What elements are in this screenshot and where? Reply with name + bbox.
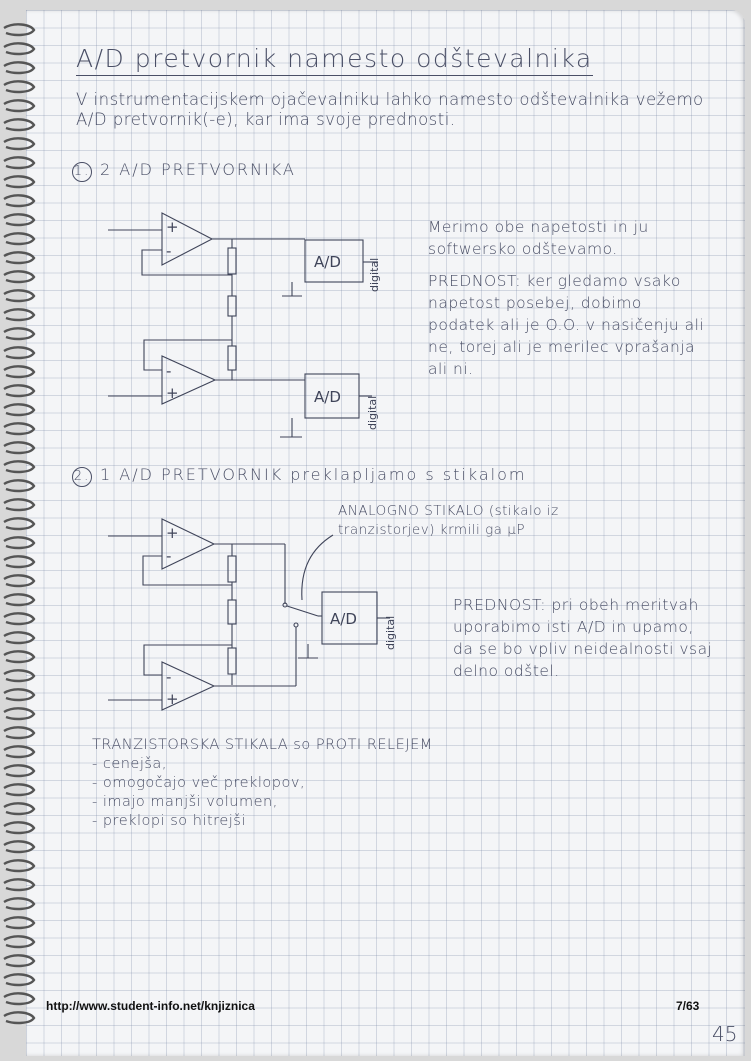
adc-label-2: A/D bbox=[314, 388, 341, 406]
digital-label-3: digital bbox=[384, 615, 397, 650]
section-1-advantage: PREDNOST: ker gledamo vsako napetost posebej, dobimo podatek ali je O.O. v nasičenju ali ne, torej ali je merilec vprašanja ali ni. bbox=[428, 272, 705, 378]
section-1-description: Merimo obe napetosti in ju softwersko odštevamo. bbox=[428, 218, 649, 258]
handwritten-page-number: 45 bbox=[712, 1022, 738, 1046]
switch-arm bbox=[287, 606, 318, 616]
section-1-title: 2 A/D PRETVORNIKA bbox=[100, 160, 296, 179]
resistor-5 bbox=[228, 600, 236, 624]
digital-label-2: digital bbox=[366, 395, 379, 430]
opamp-bottom-minus: - bbox=[166, 362, 172, 380]
footer-url[interactable]: http://www.student-info.net/knjiznica bbox=[46, 999, 255, 1013]
list-heading: TRANZISTORSKA STIKALA so PROTI RELEJEM bbox=[92, 737, 433, 753]
list-item: - imajo manjši volumen, bbox=[92, 794, 278, 810]
list-item: - preklopi so hitrejši bbox=[92, 813, 246, 829]
opamp-top-2-minus: - bbox=[166, 547, 172, 565]
opamp-bottom-2-minus: - bbox=[166, 668, 172, 686]
annotation-arrow bbox=[302, 535, 333, 600]
resistor-1 bbox=[228, 248, 236, 274]
section-2-title: 1 A/D PRETVORNIK preklapljamo s stikalom bbox=[100, 465, 527, 484]
page-title: A/D pretvornik namesto odštevalnika bbox=[76, 44, 593, 76]
switch-annotation: ANALOGNO STIKALO (stikalo iz tranzistorjev) krmili ga µP bbox=[338, 503, 559, 538]
footer-page-count: 7/63 bbox=[676, 999, 700, 1013]
diagram-two-adc bbox=[108, 213, 381, 437]
opamp-top-plus: + bbox=[166, 218, 179, 236]
opamp-top-minus: - bbox=[166, 242, 172, 260]
diagram-one-adc-switch bbox=[108, 519, 397, 710]
switch-contact-bottom bbox=[294, 623, 298, 627]
resistor-4 bbox=[228, 556, 236, 582]
list-item: - cenejša, bbox=[92, 756, 167, 772]
resistor-2 bbox=[228, 296, 236, 316]
intro-paragraph: V instrumentacijskem ojačevalniku lahko namesto odštevalnika vežemo A/D pretvornik(-e), kar ima svoje prednosti. bbox=[76, 90, 704, 129]
section-1-number: 1. bbox=[72, 162, 92, 182]
resistor-6 bbox=[228, 648, 236, 674]
list-item: - omogočajo več preklopov, bbox=[92, 775, 306, 791]
opamp-top-2-plus: + bbox=[166, 524, 179, 542]
resistor-3 bbox=[228, 346, 236, 370]
section-2-advantage: PREDNOST: pri obeh meritvah uporabimo isti A/D in upamo, da se bo vpliv neidealnosti vsaj delno odštel. bbox=[453, 596, 713, 680]
adc-label-1: A/D bbox=[314, 253, 341, 271]
section-2-number: 2. bbox=[72, 467, 92, 487]
opamp-bottom-plus: + bbox=[166, 384, 179, 402]
digital-label-1: digital bbox=[368, 257, 381, 292]
opamp-bottom-2-plus: + bbox=[166, 690, 179, 708]
adc-label-3: A/D bbox=[330, 610, 357, 628]
